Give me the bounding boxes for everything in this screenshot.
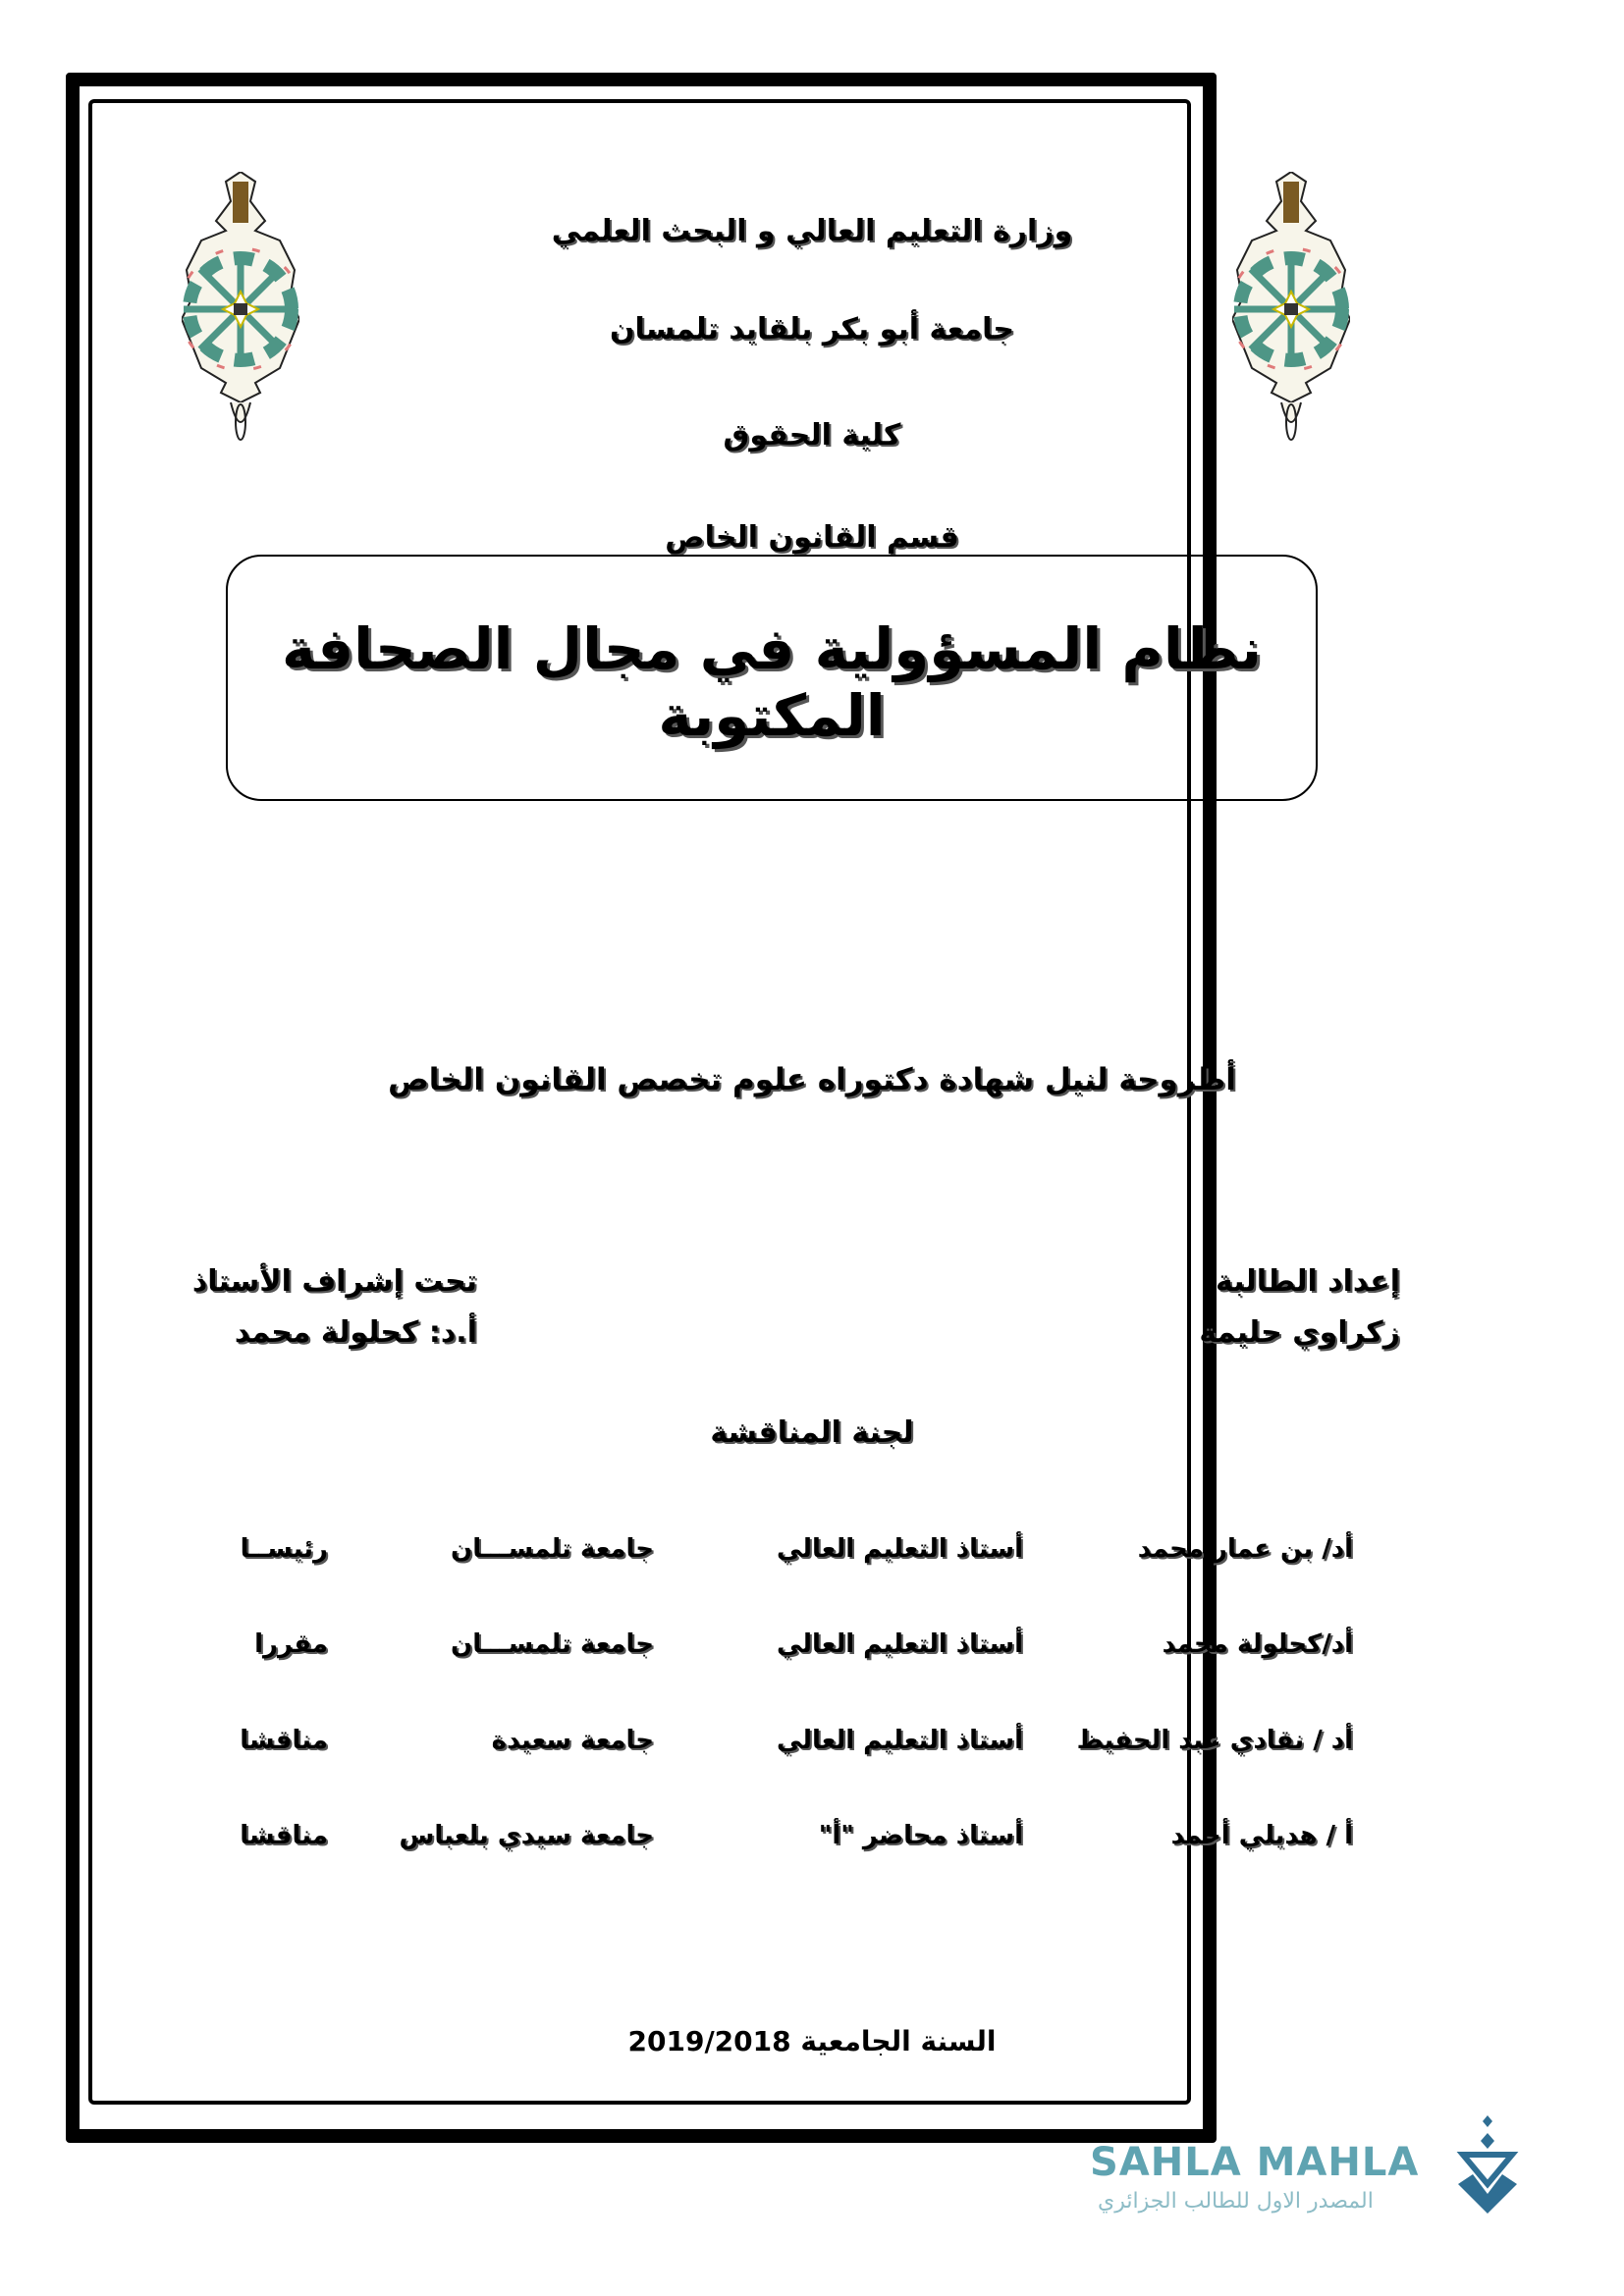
- committee-title: لجنة المناقشة: [710, 1415, 914, 1450]
- university-emblem-left-icon: [182, 172, 299, 447]
- member-name: أ / هديلي أحمد: [1170, 1821, 1353, 1850]
- member-rank: أستاذ التعليم العالي: [776, 1726, 1023, 1755]
- department-name: قسم القانون الخاص: [665, 520, 959, 555]
- member-name: أد/ بن عمار محمد: [1137, 1534, 1353, 1564]
- member-university: جامعة سعيدة: [491, 1726, 654, 1755]
- faculty-name: كلية الحقوق: [723, 418, 901, 453]
- member-role: رئيســا: [240, 1534, 328, 1564]
- member-role: مناقشا: [240, 1821, 328, 1850]
- watermark-tagline: المصدر الاول للطالب الجزائري: [1098, 2189, 1374, 2214]
- thesis-title-box: [226, 555, 1318, 801]
- member-role: مناقشا: [240, 1726, 328, 1755]
- thesis-title: نظام المسؤولية في مجال الصحافة المكتوبة: [282, 615, 1262, 749]
- member-university: جامعة تلمســـان: [451, 1629, 654, 1659]
- degree-statement: أطروحة لنيل شهادة دكتوراه علوم تخصص القانون الخاص: [388, 1062, 1236, 1097]
- ministry-name: وزارة التعليم العالي و البحث العلمي: [551, 214, 1073, 248]
- member-rank: أستاذ محاضر "أ": [818, 1821, 1023, 1850]
- supervisor-name: أ.د: كحلولة محمد: [234, 1315, 477, 1350]
- university-name: جامعة أبو بكر بلقايد تلمسان: [609, 312, 1015, 347]
- member-name: أد/كحلولة محمد: [1162, 1629, 1353, 1659]
- member-rank: أستاذ التعليم العالي: [776, 1534, 1023, 1564]
- sahla-mahla-watermark: [1090, 2140, 1542, 2228]
- member-university: جامعة تلمســـان: [451, 1534, 654, 1564]
- member-rank: أستاذ التعليم العالي: [776, 1629, 1023, 1659]
- watermark-logo-icon: [1453, 2115, 1522, 2223]
- student-label: إعداد الطالبة: [1216, 1264, 1400, 1299]
- supervisor-label: تحت إشراف الأستاذ: [191, 1264, 477, 1299]
- university-emblem-right-icon: [1232, 172, 1350, 447]
- academic-year: السنة الجامعية 2019/2018: [627, 2025, 997, 2057]
- watermark-brand: SAHLA MAHLA: [1090, 2140, 1420, 2185]
- member-role: مقررا: [254, 1629, 328, 1659]
- student-name: زكراوي حليمة: [1199, 1315, 1400, 1350]
- member-name: أد / نقادي عبد الحفيظ: [1076, 1726, 1353, 1755]
- member-university: جامعة سيدي بلعباس: [399, 1821, 654, 1850]
